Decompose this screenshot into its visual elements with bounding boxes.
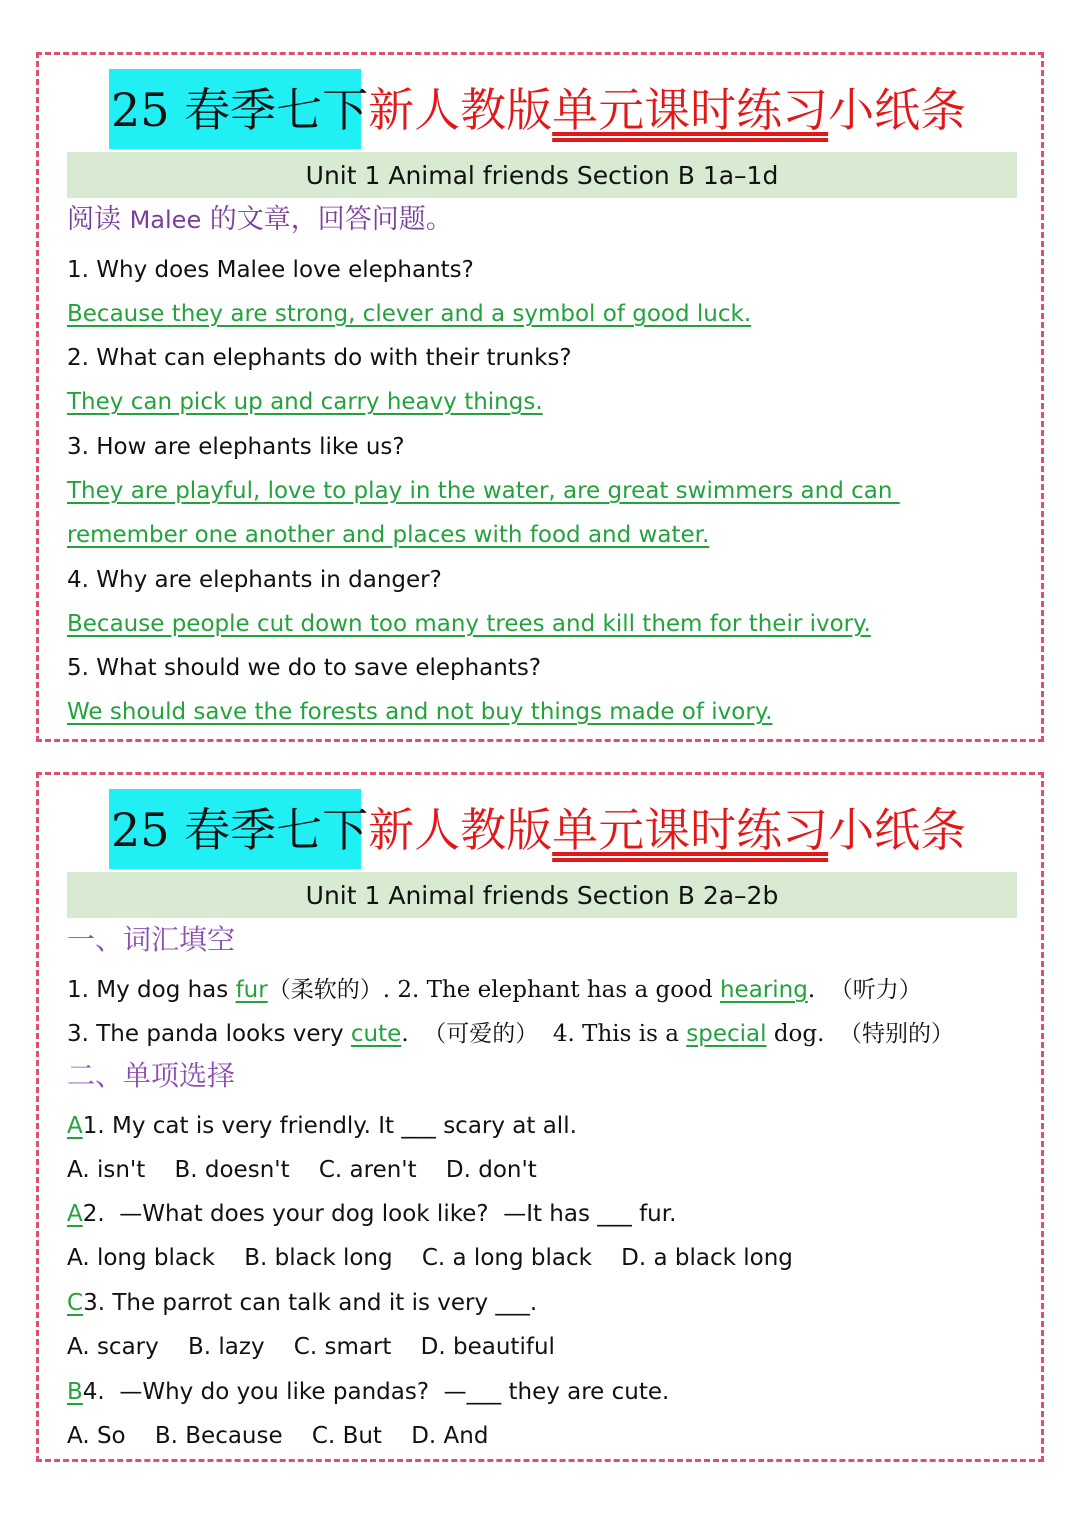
title-highlight-text: 25 春季七下: [111, 803, 369, 857]
mc-question-2: [67, 1199, 676, 1229]
question-5: 5. What should we do to save elephants?: [67, 655, 542, 681]
title-part-c: 小纸条: [828, 803, 967, 857]
vocab-heading: 一、词汇填空: [67, 923, 236, 956]
fill-line-2: [67, 1019, 954, 1049]
mc-question-text: 3. The parrot can talk and it is very ___.: [83, 1290, 538, 1316]
answer-4: Because people cut down too many trees and kill them for their ivory.: [67, 611, 871, 637]
mc-options-2: A. long black B. black long C. a long black D. a black long: [67, 1245, 793, 1271]
title-part-c: 小纸条: [828, 83, 967, 137]
fill-text: dog. （特别的）: [766, 1021, 955, 1047]
question-4: 4. Why are elephants in danger?: [67, 567, 442, 593]
mc-answer: C: [67, 1290, 84, 1316]
title-part-b: 单元课时练习: [552, 803, 829, 857]
mc-answer: A: [67, 1113, 83, 1139]
instruction-pre: 阅读: [67, 204, 130, 235]
card-title: [39, 789, 1041, 869]
mc-question-4: [67, 1377, 669, 1407]
fill-answer-special: special: [686, 1021, 767, 1047]
question-2: 2. What can elephants do with their trunks?: [67, 345, 572, 371]
worksheet-card-1: [36, 52, 1044, 742]
mc-answer: B: [67, 1379, 83, 1405]
instruction-name: Malee: [129, 206, 202, 234]
section-bar: Unit 1 Animal friends Section B 1a–1d: [67, 152, 1017, 198]
section-bar: Unit 1 Animal friends Section B 2a–2b: [67, 872, 1017, 918]
instruction-post: 的文章，回答问题。: [201, 204, 453, 235]
answer-3-line-1: They are playful, love to play in the water, are great swimmers and can: [67, 478, 900, 504]
card-title: [39, 69, 1041, 149]
fill-text: 3. The panda looks very: [67, 1021, 351, 1047]
title-part-a: 新人教版: [368, 83, 553, 137]
fill-answer-hearing: hearing: [719, 977, 808, 1003]
title-text: [111, 795, 966, 865]
fill-text: 1. My dog has: [67, 977, 236, 1003]
answer-1: Because they are strong, clever and a symbol of good luck.: [67, 301, 752, 327]
mc-options-4: A. So B. Because C. But D. And: [67, 1423, 489, 1449]
fill-text: . （可爱的） 4. This is a: [401, 1021, 687, 1047]
title-text: [111, 75, 966, 145]
fill-answer-fur: fur: [235, 977, 268, 1003]
mc-answer: A: [67, 1201, 83, 1227]
answer-5: We should save the forests and not buy things made of ivory.: [67, 699, 773, 725]
worksheet-card-2: [36, 772, 1044, 1462]
answer-3-line-2: remember one another and places with food and water.: [67, 522, 710, 548]
question-3: 3. How are elephants like us?: [67, 434, 405, 460]
mc-question-text: 2. —What does your dog look like? —It has ___ fur.: [82, 1201, 677, 1227]
title-highlight-text: 25 春季七下: [111, 83, 369, 137]
answer-2: They can pick up and carry heavy things.: [67, 389, 543, 415]
mc-options-1: A. isn't B. doesn't C. aren't D. don't: [67, 1157, 537, 1183]
title-part-a: 新人教版: [368, 803, 553, 857]
fill-text: . （听力）: [807, 977, 922, 1003]
mc-options-3: A. scary B. lazy C. smart D. beautiful: [67, 1334, 555, 1360]
fill-text: （柔软的）. 2. The elephant has a good: [267, 977, 720, 1003]
mc-question-1: [67, 1111, 577, 1141]
question-1: 1. Why does Malee love elephants?: [67, 257, 474, 283]
mc-question-3: [67, 1288, 537, 1318]
fill-line-1: [67, 975, 922, 1005]
reading-instruction: [67, 205, 453, 235]
mc-question-text: 1. My cat is very friendly. It ___ scary at all.: [82, 1113, 577, 1139]
title-part-b: 单元课时练习: [552, 83, 829, 137]
fill-answer-cute: cute: [350, 1021, 402, 1047]
mc-question-text: 4. —Why do you like pandas? —___ they are cute.: [82, 1379, 670, 1405]
choice-heading: 二、单项选择: [67, 1059, 236, 1092]
